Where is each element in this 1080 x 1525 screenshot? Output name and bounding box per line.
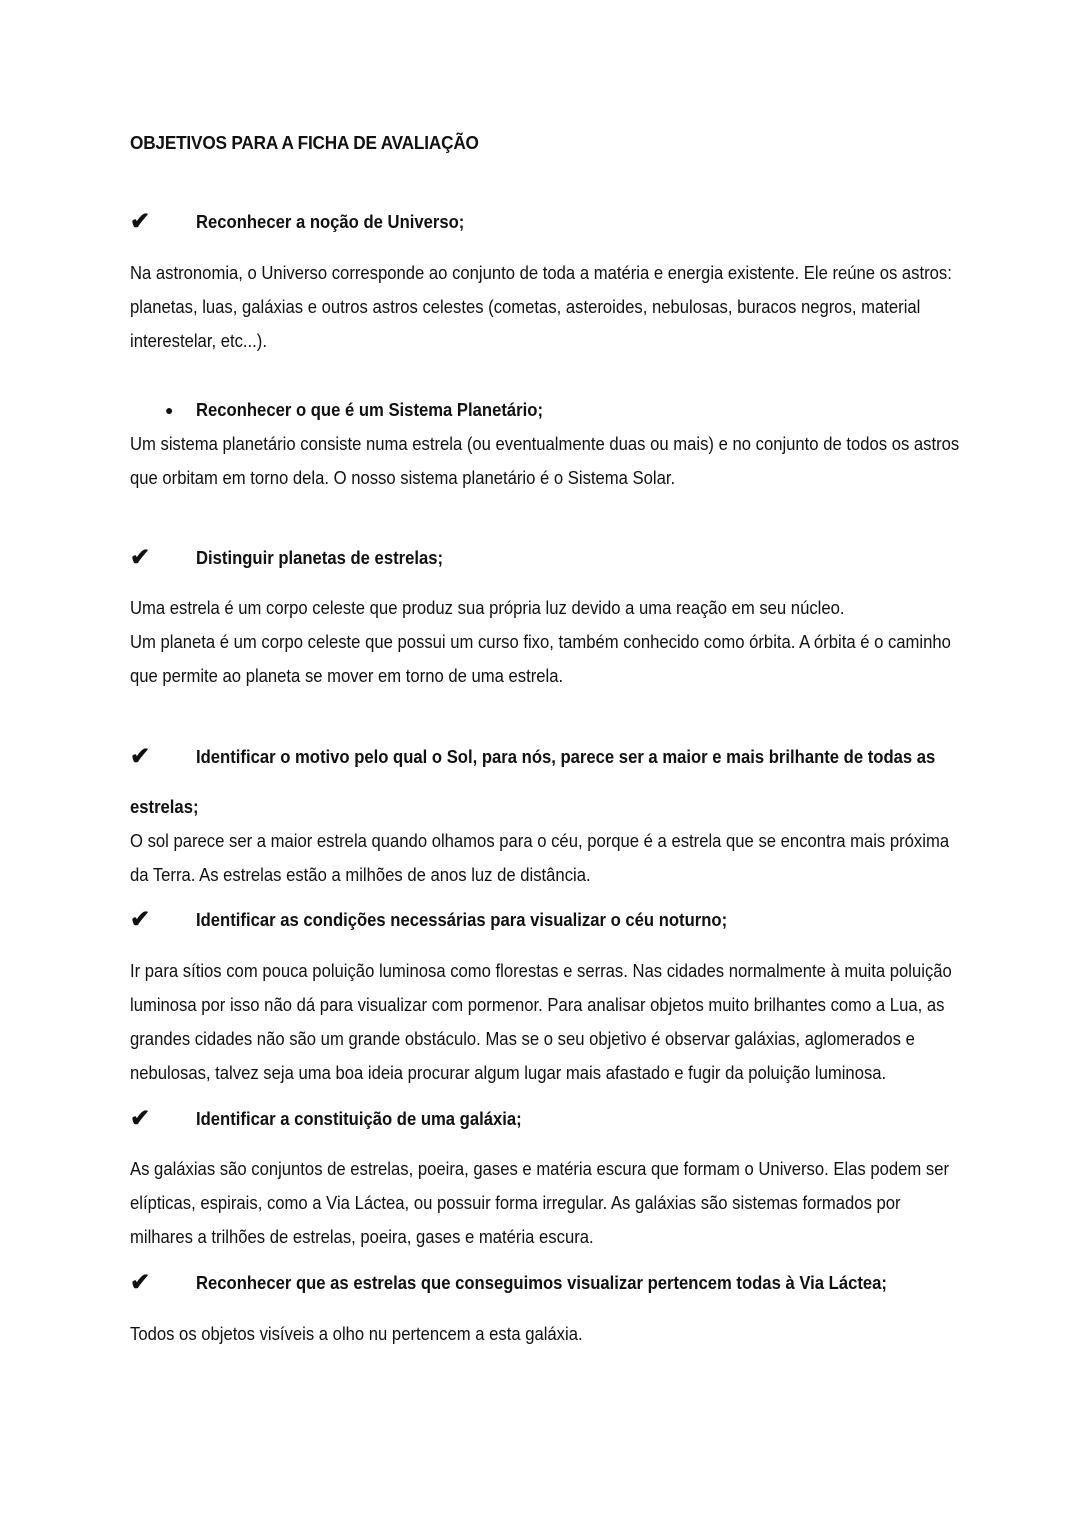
body-text: Todos os objetos visíveis a olho nu pertencem a esta galáxia. — [130, 1323, 583, 1344]
section-heading: Identificar o motivo pelo qual o Sol, para nós, parece ser a maior e mais brilhante de todas as — [196, 746, 936, 767]
body-text: As galáxias são conjuntos de estrelas, poeira, gases e matéria escura que formam o Universo. Elas podem ser — [130, 1158, 950, 1179]
body-text: grandes cidades não são um grande obstáculo. Mas se o seu objetivo é observar galáxias, aglomerados e — [130, 1028, 915, 1049]
body-text: que permite ao planeta se mover em torno de uma estrela. — [130, 665, 564, 686]
body-text: Na astronomia, o Universo corresponde ao conjunto de toda a matéria e energia existente. Ele reúne os astros: — [130, 262, 952, 283]
body-text: luminosa por isso não dá para visualizar com pormenor. Para analisar objetos muito brilhantes como a Lua, as — [130, 994, 945, 1015]
section-heading: Identificar a constituição de uma galáxia; — [196, 1108, 522, 1129]
check-icon: ✔ — [130, 743, 151, 770]
body-text: Ir para sítios com pouca poluição luminosa como florestas e serras. Nas cidades normalmente à muita poluição — [130, 960, 952, 981]
check-icon: ✔ — [130, 1269, 151, 1296]
section-heading: Reconhecer a noção de Universo; — [196, 211, 465, 232]
body-text: interestelar, etc...). — [130, 330, 267, 351]
body-text: da Terra. As estrelas estão a milhões de anos luz de distância. — [130, 864, 591, 885]
section-heading: Distinguir planetas de estrelas; — [196, 547, 444, 568]
body-text: que orbitam em torno dela. O nosso sistema planetário é o Sistema Solar. — [130, 467, 676, 488]
check-icon: ✔ — [130, 208, 151, 235]
check-icon: ✔ — [130, 906, 151, 933]
body-text: planetas, luas, galáxias e outros astros celestes (cometas, asteroides, nebulosas, buracos negros, material — [130, 296, 921, 317]
body-text: elípticas, espirais, como a Via Láctea, ou possuir forma irregular. As galáxias são sistemas formados por — [130, 1192, 901, 1213]
section-heading: Reconhecer o que é um Sistema Planetário; — [196, 399, 543, 420]
body-text: nebulosas, talvez seja uma boa ideia procurar algum lugar mais afastado e fugir da poluição luminosa. — [130, 1062, 887, 1083]
body-text: Uma estrela é um corpo celeste que produz sua própria luz devido a uma reação em seu núcleo. — [130, 597, 845, 618]
bullet-icon: ● — [165, 402, 174, 418]
check-icon: ✔ — [130, 544, 151, 571]
section-heading: Identificar as condições necessárias para visualizar o céu noturno; — [196, 909, 728, 930]
check-icon: ✔ — [130, 1105, 151, 1132]
body-text: Um planeta é um corpo celeste que possui um curso fixo, também conhecido como órbita. A órbita é o caminho — [130, 631, 951, 652]
section-heading-continued: estrelas; — [130, 796, 199, 817]
body-text: Um sistema planetário consiste numa estrela (ou eventualmente duas ou mais) e no conjunto de todos os astros — [130, 433, 960, 454]
body-text: milhares a trilhões de estrelas, poeira, gases e matéria escura. — [130, 1226, 594, 1247]
body-text: O sol parece ser a maior estrela quando olhamos para o céu, porque é a estrela que se encontra mais próxima — [130, 830, 950, 851]
page-title: OBJETIVOS PARA A FICHA DE AVALIAÇÃO — [130, 132, 479, 153]
section-heading: Reconhecer que as estrelas que conseguimos visualizar pertencem todas à Via Láctea; — [196, 1272, 887, 1293]
